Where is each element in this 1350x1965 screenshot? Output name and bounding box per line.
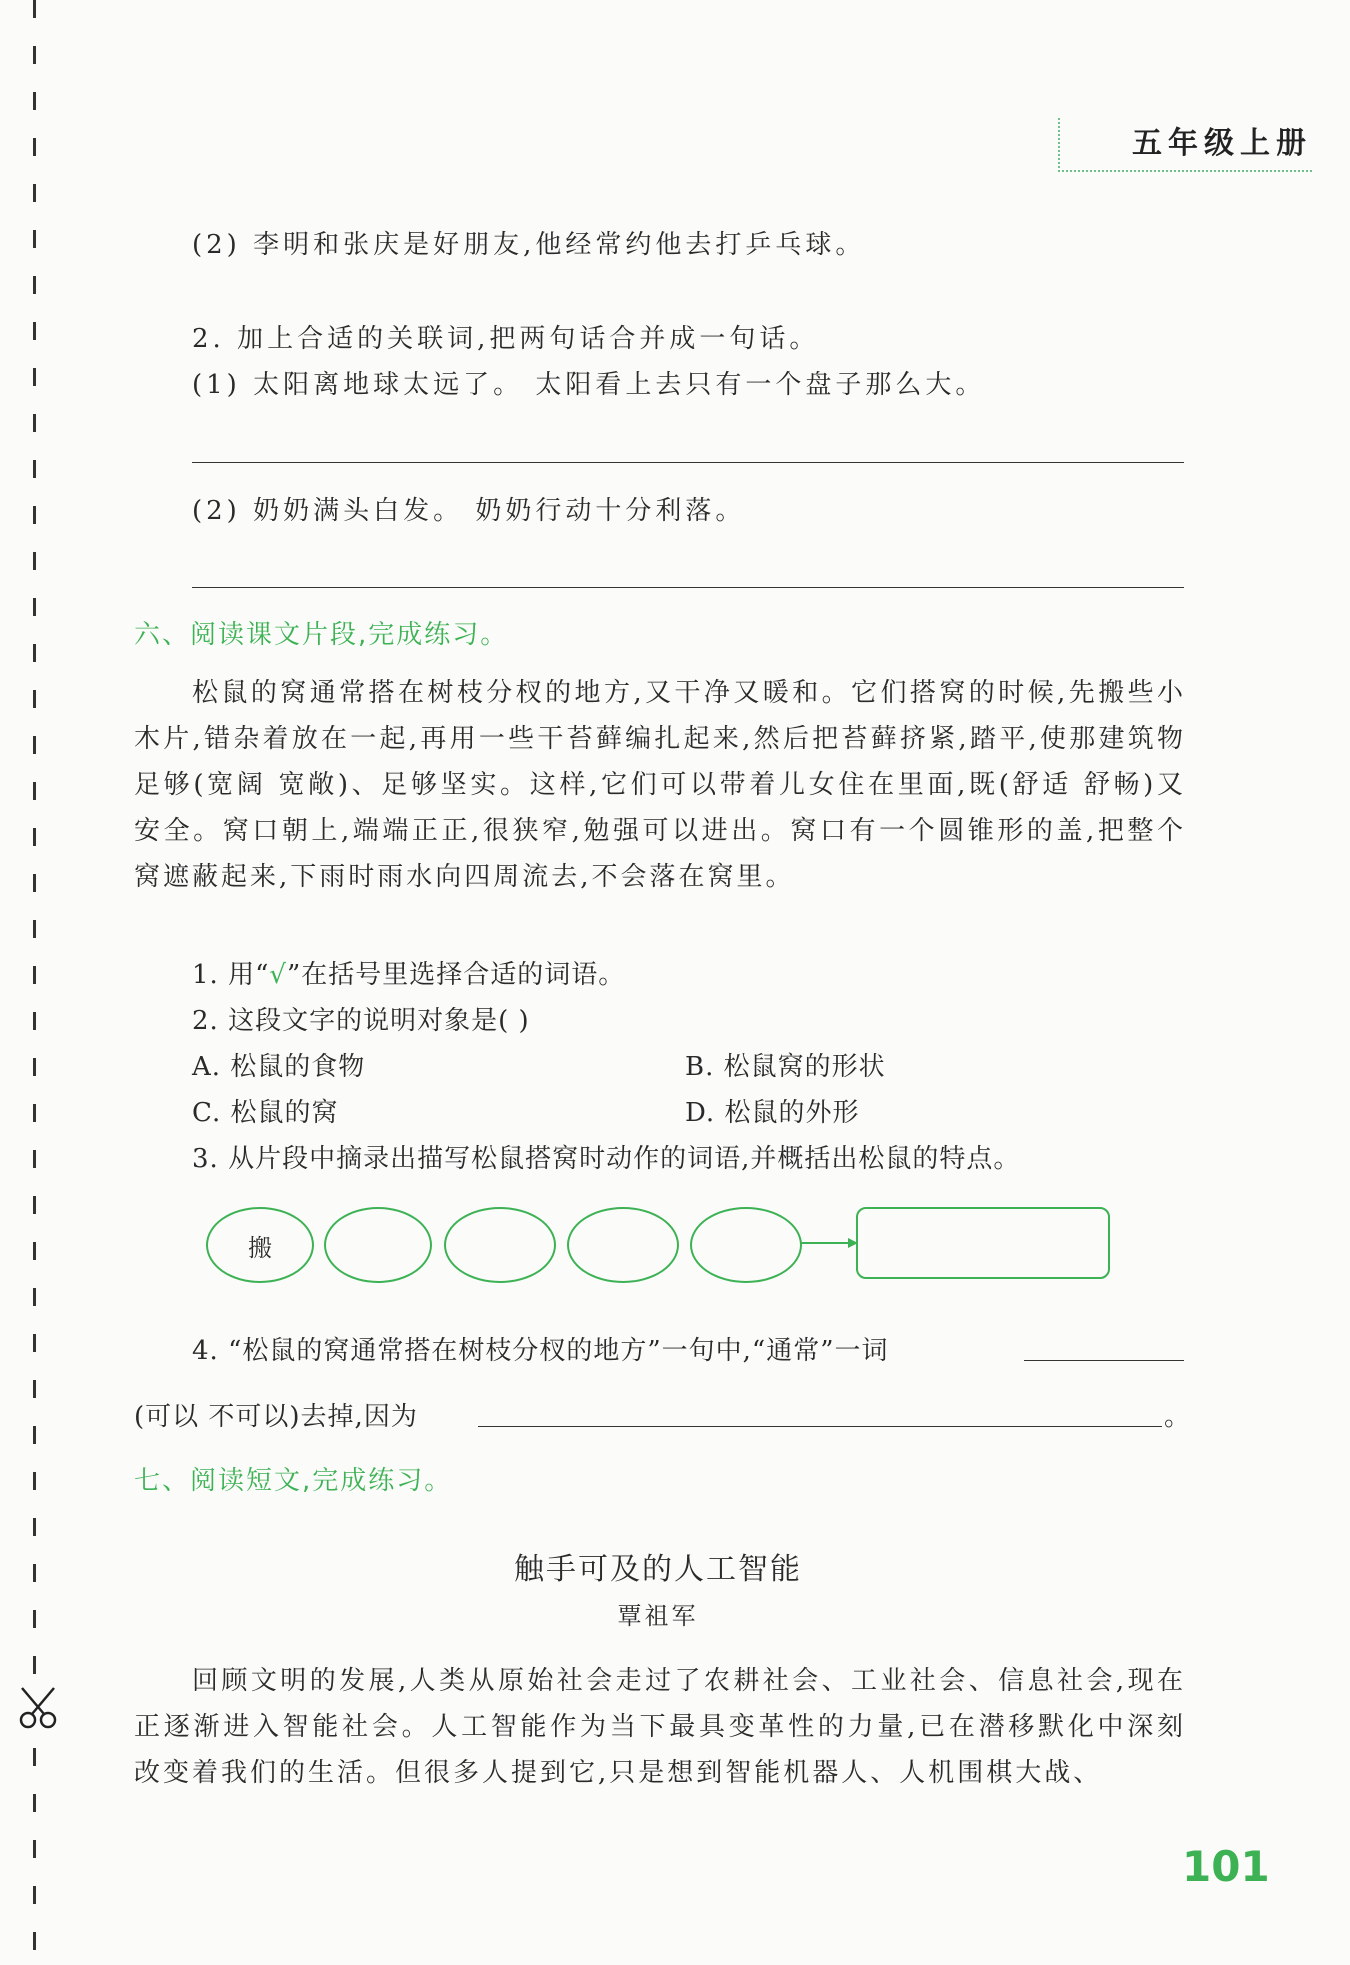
s6-q4-line2: (可以 不可以)去掉,因为 bbox=[134, 1402, 418, 1432]
q1-item-2: (2) 李明和张庆是好朋友,他经常约他去打乒乓球。 bbox=[192, 230, 866, 260]
grade-label: 五年级上册 bbox=[1058, 118, 1312, 172]
arrow-icon bbox=[800, 1233, 858, 1253]
section-7-passage: 回顾文明的发展,人类从原始社会走过了农耕社会、工业社会、信息社会,现在正逐渐进入智能社会。人工智能作为当下最具变革性的力量,已在潜移默化中深刻改变着我们的生活。但很多人提到它,只是想到智能机器人、人机围棋大战、 bbox=[134, 1666, 1186, 1788]
checkmark-icon: √ bbox=[269, 960, 287, 990]
action-oval-5[interactable] bbox=[690, 1207, 802, 1283]
action-oval-1[interactable]: 搬 bbox=[206, 1207, 314, 1283]
q2-instruction: 2. 加上合适的关联词,把两句话合并成一句话。 bbox=[192, 324, 820, 354]
cut-dashed-line bbox=[33, 0, 36, 1965]
action-oval-3[interactable] bbox=[444, 1207, 556, 1283]
answer-blank[interactable] bbox=[478, 1426, 1162, 1427]
s6-q3: 3. 从片段中摘录出描写松鼠搭窝时动作的词语,并概括出松鼠的特点。 bbox=[192, 1144, 1021, 1174]
option-a[interactable]: A. 松鼠的食物 bbox=[192, 1052, 366, 1082]
s6-q1: 1. 用“√”在括号里选择合适的词语。 bbox=[192, 960, 626, 990]
s6-q4-line1: 4. “松鼠的窝通常搭在树枝分杈的地方”一句中,“通常”一词 bbox=[192, 1336, 889, 1366]
section-6-passage: 松鼠的窝通常搭在树枝分杈的地方,又干净又暖和。它们搭窝的时候,先搬些小木片,错杂着放在一起,再用一些干苔藓编扎起来,然后把苔藓挤紧,踏平,使那建筑物足够(宽阔 宽敞)、足够坚实。这样,它们可以带着儿女住在里面,既(舒适 舒畅)又安全。窝口朝上,端端正正,很狭窄,勉强可以进出。窝口有一个圆锥形的盖,把整个窝遮蔽起来,下雨时雨水向四周流去,不会落在窝里。 bbox=[134, 678, 1186, 892]
option-c[interactable]: C. 松鼠的窝 bbox=[192, 1098, 339, 1128]
section-7-heading: 七、阅读短文,完成练习。 bbox=[134, 1466, 453, 1496]
section-6-heading: 六、阅读课文片段,完成练习。 bbox=[134, 620, 509, 650]
article-author: 覃祖军 bbox=[617, 1602, 699, 1630]
option-d[interactable]: D. 松鼠的外形 bbox=[685, 1098, 860, 1128]
q2-item-2: (2) 奶奶满头白发。 奶奶行动十分利落。 bbox=[192, 496, 746, 526]
article-title: 触手可及的人工智能 bbox=[514, 1552, 802, 1587]
action-oval-2[interactable] bbox=[324, 1207, 432, 1283]
s6-q2: 2. 这段文字的说明对象是( ) bbox=[192, 1006, 530, 1036]
answer-blank[interactable] bbox=[1024, 1360, 1184, 1361]
option-b[interactable]: B. 松鼠窝的形状 bbox=[685, 1052, 886, 1082]
page-number: 101 bbox=[1182, 1842, 1270, 1891]
action-oval-4[interactable] bbox=[567, 1207, 679, 1283]
scissors-icon bbox=[14, 1684, 62, 1730]
answer-line[interactable] bbox=[192, 587, 1184, 588]
answer-line[interactable] bbox=[192, 462, 1184, 463]
period: 。 bbox=[1164, 1402, 1192, 1432]
q2-item-1: (1) 太阳离地球太远了。 太阳看上去只有一个盘子那么大。 bbox=[192, 370, 986, 400]
trait-box[interactable] bbox=[856, 1207, 1110, 1279]
